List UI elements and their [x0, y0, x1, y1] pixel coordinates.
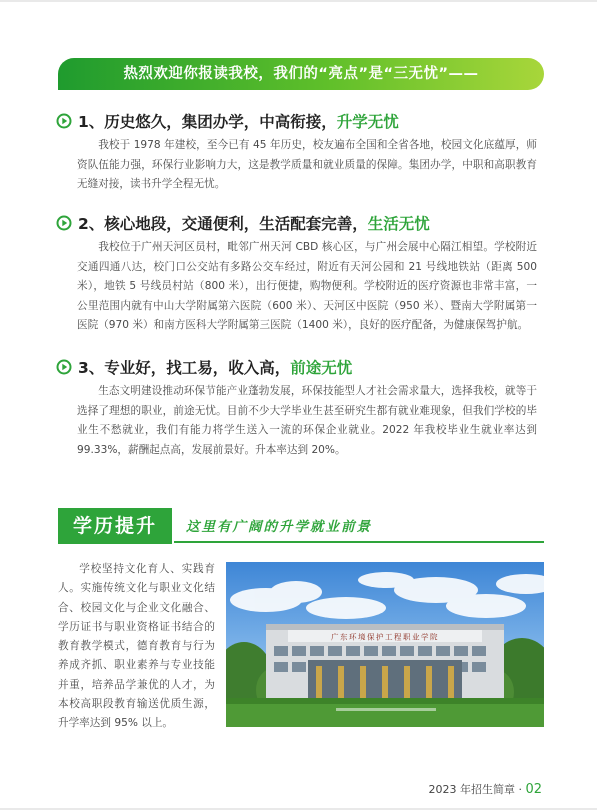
- section-2-body: 我校位于广州天河区员村，毗邻广州天河 CBD 核心区，与广州会展中心隔江相望。学校附近交通四通八达，校门口公交站有多路公交车经过，附近有天河公园和 21 号线地铁站（距离 500 米），地铁 5 号线员村站（800 米），出行便捷，购物便利。学校附近的医疗资源也非常丰富，一公里范围内就有中山大学附属第六医院（600 米）、天河区中医院（950 米）、暨南大学附属第一医院（970 米）和南方医科大学附属第三医院（1400 米），良好的医疗配备，为健康保驾护航。: [77, 241, 537, 331]
- education-upgrade-tab: 学历提升: [58, 508, 172, 544]
- play-circle-icon: [56, 359, 72, 375]
- section-2-heading: [56, 213, 430, 233]
- footer-label: 2023 年招生简章 ·: [428, 783, 522, 796]
- page-edge-top: [0, 0, 597, 2]
- campus-photo: [226, 562, 544, 727]
- page-number: 02: [525, 782, 542, 797]
- play-circle-icon: [56, 113, 72, 129]
- section-3-title: 3、专业好，找工易，收入高，前途无忧: [78, 359, 353, 377]
- section-3-heading: [56, 357, 352, 377]
- slogan-underline: [174, 541, 544, 543]
- welcome-banner-text: 热烈欢迎你报读我校，我们的“亮点”是“三无忧”——: [123, 66, 479, 82]
- section-1-title: 1、历史悠久，集团办学，中高衔接，升学无忧: [78, 113, 399, 131]
- education-body: 学校坚持文化育人、实践育人。实施传统文化与职业文化结合、校园文化与企业文化融合、学历证书与职业资格证书结合的教育教学模式，德育教育与行为养成齐抓、职业素养与专业技能并重，培养品学兼优的人才，为本校高职段教育输送优质生源，升学率达到 95% 以上。: [58, 563, 215, 730]
- welcome-banner: [58, 58, 544, 90]
- lawn: [226, 700, 544, 727]
- section-2-accent: 生活无忧: [367, 215, 430, 233]
- section-3-accent: 前途无忧: [290, 359, 353, 377]
- education-slogan: 这里有广阔的升学就业前景: [186, 519, 372, 535]
- section-3-body: 生态文明建设推动环保节能产业蓬勃发展，环保技能型人才社会需求量大，选择我校，就等于选择了理想的职业，前途无忧。目前不少大学毕业生甚至研究生都有就业难现象，但我们学校的毕业生不愁就业，我们有能力将学生送入一流的环保企业就业。2022 年我校毕业生就业率达到 99.33%，薪酬起点高，发展前景好。升本率达到 20%。: [77, 385, 537, 456]
- campus-building-image: [226, 562, 544, 727]
- play-circle-icon: [56, 215, 72, 231]
- page-footer: [428, 781, 542, 797]
- section-1-body: 我校于 1978 年建校，至今已有 45 年历史，校友遍布全国和全省各地，校园文化底蕴厚，师资队伍能力强，环保行业影响力大，这是教学质量和就业质量的保障。集团办学，中职和高职教育无缝对接，读书升学全程无忧。: [77, 139, 537, 190]
- building-sign: 广东环境保护工程职业学院: [331, 632, 439, 642]
- section-2-title: 2、核心地段，交通便利，生活配套完善，生活无忧: [78, 215, 430, 233]
- section-1-accent: 升学无忧: [336, 113, 399, 131]
- section-1-heading: [56, 111, 399, 131]
